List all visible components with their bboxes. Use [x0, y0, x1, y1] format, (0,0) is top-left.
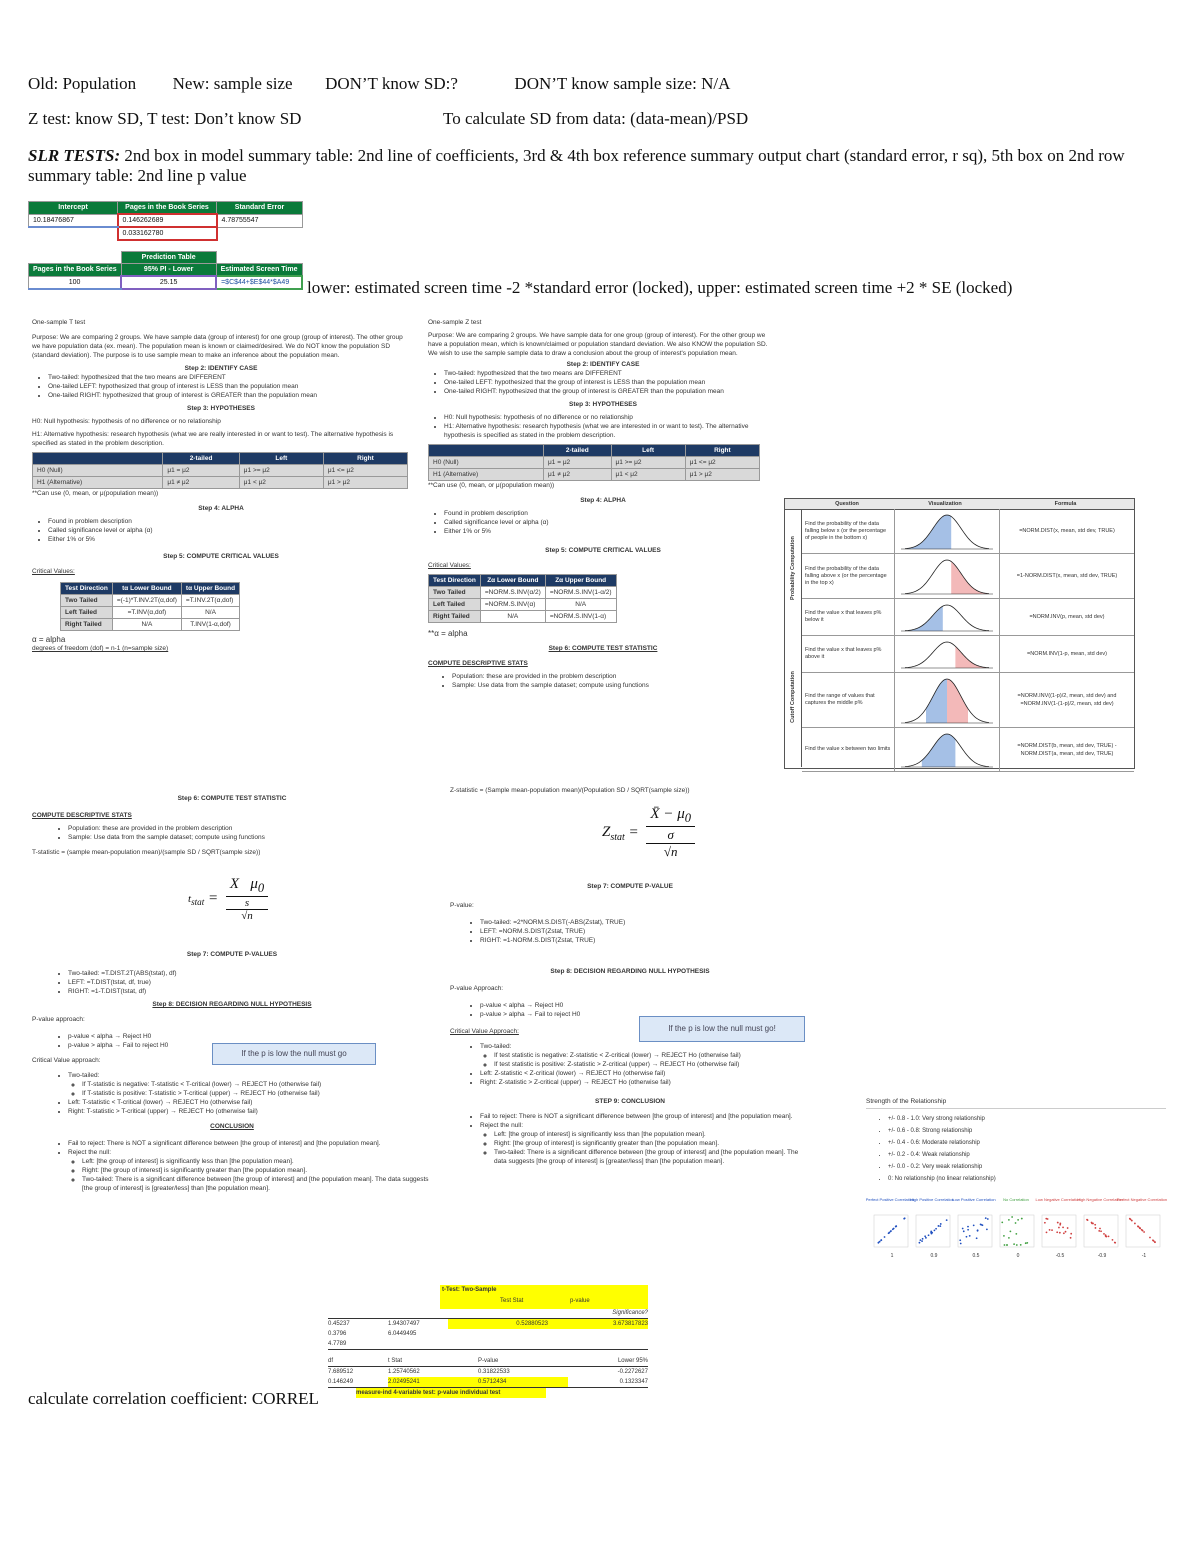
- t-step7: Step 7: COMPUTE P-VALUES: [186, 951, 278, 958]
- t-h0: H0: Null hypothesis: hypothesis of no difference or no relationship: [32, 418, 221, 425]
- correlation-label: High Positive Correlation: [909, 1197, 955, 1202]
- correlation-plot: [910, 1197, 954, 1259]
- correlation-point: [1004, 1244, 1006, 1246]
- correlation-point: [1001, 1221, 1003, 1223]
- t-step2: Step 2: IDENTIFY CASE: [184, 365, 258, 372]
- correlation-strength: [866, 1097, 1166, 1185]
- correlation-value: 0.5: [972, 1253, 980, 1259]
- normal-side-probability: Probability Computation: [790, 535, 796, 600]
- correlation-value: 1: [890, 1253, 894, 1259]
- correlation-frame: [1042, 1215, 1076, 1247]
- correlation-point: [1062, 1226, 1064, 1228]
- correlation-point: [973, 1224, 975, 1226]
- t-pval-app: P-value approach:: [32, 1016, 85, 1023]
- normal-header-question: Question: [835, 501, 859, 507]
- z-crit-label: Critical Values:: [428, 562, 471, 569]
- prediction-header: 95% PI - Lower: [121, 264, 216, 277]
- correlation-point: [1026, 1242, 1028, 1244]
- normal-question: Find the value x that leaves p% above it: [805, 647, 882, 660]
- correlation-point: [935, 1228, 937, 1230]
- normal-formula: =NORM.INV((1-p)/2, mean, std dev) and =NORM.INV(1-(1-p)/2, mean, std dev): [1017, 693, 1117, 707]
- correlation-point: [980, 1224, 982, 1226]
- bell-curve-icon: [895, 728, 999, 771]
- normal-row: [802, 673, 1134, 728]
- correlation-point: [922, 1238, 924, 1240]
- correlation-point: [1108, 1235, 1110, 1237]
- correlation-point: [1051, 1229, 1053, 1231]
- correlation-point: [895, 1225, 897, 1227]
- output-row: 0.45237 1.94307497 0.52880523 3.673817823: [328, 1321, 648, 1327]
- correlation-point: [1059, 1232, 1061, 1234]
- shaded-region: [947, 679, 968, 723]
- z-stat-formula: $Z_{stat}$ = X̄ − $\mu_0$ σ √n: [602, 806, 695, 860]
- bell-curve-line: [905, 560, 989, 594]
- correlation-point: [1143, 1231, 1145, 1233]
- t-stat-def: T-statistic = (sample mean-population mean)/(sample SD / SQRT(sample size)): [32, 849, 261, 856]
- z-test-section: [428, 318, 778, 690]
- normal-formula: =NORM.DIST(b, mean, std dev, TRUE) - NORM.DIST(a, mean, std dev, TRUE): [1017, 742, 1117, 757]
- correlation-point: [1139, 1227, 1141, 1229]
- correlation-point: [1009, 1230, 1011, 1232]
- correlation-point: [1149, 1237, 1151, 1239]
- output-row: 0.146249 2.02495241 0.5712434 0.1323347: [328, 1377, 648, 1388]
- header-sd: DON’T know SD:?: [325, 74, 458, 93]
- correlation-point: [938, 1225, 940, 1227]
- correlation-point: [925, 1237, 927, 1239]
- bell-curve-icon: [895, 554, 999, 598]
- correlation-point: [1103, 1233, 1105, 1235]
- normal-question: Find the value x between two limits: [805, 746, 891, 752]
- corr-title: Strength of the Relationship: [866, 1097, 1166, 1109]
- correlation-point: [1006, 1244, 1008, 1246]
- correlation-point: [1154, 1241, 1156, 1243]
- z-step2: Step 2: IDENTIFY CASE: [566, 361, 640, 368]
- correlation-point: [946, 1219, 948, 1221]
- correlation-value: -1: [1141, 1253, 1147, 1259]
- t-conclusion: CONCLUSION: [210, 1123, 254, 1130]
- correlation-point: [960, 1243, 962, 1245]
- z-hyp-table: 2-tailed Left Right H0 (Null) μ1 = μ2 μ1 >= μ2 μ1 <= μ2 H1 (Alternative) μ1 ≠ μ2 μ1 < μ2 μ1 > μ2: [428, 444, 760, 481]
- z-pvalue-callout: If the p is low the null must go!: [639, 1016, 805, 1042]
- t-stat-formula: $t_{stat}$ = X $\mu_0$ s √n: [188, 876, 268, 922]
- t-pvals: • Two-tailed: =T.DIST.2T(ABS(tstat), df) • LEFT: =T.DIST(tstat, df, true) • RIGHT: =1-T.DIST(tstat, df): [32, 969, 432, 996]
- correlation-label: No Correlation: [1003, 1197, 1029, 1202]
- bell-curve-icon: [895, 599, 999, 635]
- normal-header-visualization: Visualization: [928, 501, 962, 507]
- correlation-plot: [952, 1197, 995, 1259]
- correlation-point: [969, 1235, 971, 1237]
- t-crit-label: Critical Values:: [32, 568, 75, 575]
- z-alpha-list: • Found in problem description • Called significance level or alpha (α) • Either 1% or 5%: [428, 509, 778, 536]
- t-alpha-list: • Found in problem description • Called significance level or alpha (α) • Either 1% or 5%: [32, 517, 410, 544]
- correlation-point: [1056, 1231, 1058, 1233]
- coef-cell: 10.18476867: [29, 214, 118, 227]
- coef-header-pages: Pages in the Book Series: [118, 202, 217, 215]
- correlation-point: [966, 1236, 968, 1238]
- z-crit-table: Test Direction Zα Lower Bound Zα Upper Bound Two Tailed =NORM.S.INV(α/2) =NORM.S.INV(1-α/2) Left Tailed =NORM.S.INV(α) N/A Right Tailed N/A =NORM.S.INV(1-α): [428, 574, 617, 623]
- corr-list: • +/- 0.8 - 1.0: Very strong relationship • +/- 0.6 - 0.8: Strong relationship • +/- 0.4 - 0.6: Moderate relationship • +/- 0.2 - 0.4: Weak relationship • +/- 0.0 - 0.2: Very weak relationship • 0: No relationship (no linear relationship): [866, 1113, 1166, 1185]
- correlation-point: [904, 1217, 906, 1219]
- correlation-point: [987, 1218, 989, 1220]
- t-desc-list: • Population: these are provided in the problem description • Sample: Use data from the sample dataset; compute using functions: [32, 824, 432, 842]
- correlation-point: [1095, 1227, 1097, 1229]
- correlation-point: [884, 1236, 886, 1238]
- normal-row: [802, 509, 1134, 554]
- output-row: 4.7789: [328, 1339, 648, 1350]
- correlation-point: [959, 1239, 961, 1241]
- t-cases: • Two-tailed: hypothesized that the two means are DIFFERENT • One-tailed LEFT: hypothesized that group of interest is LESS than the population mean • One-tailed RIGHT: hypothesized that group of interest is GREATER than the population mean: [32, 373, 410, 400]
- z-pvals: • Two-tailed: =2*NORM.S.DIST(-ABS(Zstat), TRUE) • LEFT: =NORM.S.DIST(Zstat, TRUE) • RIGHT: =1-NORM.S.DIST(Zstat, TRUE): [450, 918, 810, 945]
- correlation-point: [962, 1228, 964, 1230]
- correlation-point: [1067, 1227, 1069, 1229]
- correlation-point: [1137, 1226, 1139, 1228]
- correlation-point: [888, 1232, 890, 1234]
- correlation-point: [1003, 1235, 1005, 1237]
- t-dof: degrees of freedom (dof) = n-1 (n=sample size): [32, 645, 169, 652]
- z-step4: Step 4: ALPHA: [580, 497, 626, 504]
- z-crit-items: • Two-tailed: ◦ If test statistic is negative: Z-statistic < Z-critical (lower) → REJECT Ho (otherwise fail) ◦ If test statistic is positive: Z-statistic > Z-critical (upper) → REJECT Ho (otherwise fail) • Left: Z-statistic < Z-critical (lower) → REJECT Ho (otherwise fail) • Right: Z-statistic > Z-critical (upper) → REJECT Ho (otherwise fail): [450, 1042, 810, 1087]
- correlation-value: -0.9: [1097, 1253, 1107, 1259]
- z-step5: Step 5: COMPUTE CRITICAL VALUES: [545, 547, 661, 554]
- correlation-point: [1099, 1228, 1101, 1230]
- correlation-label: Low Negative Correlation: [1035, 1197, 1081, 1202]
- correlation-point: [1094, 1224, 1096, 1226]
- correlation-point: [1020, 1244, 1022, 1246]
- normal-dist-table: [784, 498, 1135, 769]
- coef-cell: 4.78755547: [217, 214, 303, 227]
- normal-formula: =NORM.DIST(x, mean, std dev, TRUE): [1019, 528, 1115, 534]
- z-step8: Step 8: DECISION REGARDING NULL HYPOTHESIS: [550, 968, 710, 975]
- correlation-point: [1112, 1239, 1114, 1241]
- correlation-point: [1046, 1232, 1048, 1234]
- pi-note: lower: estimated screen time -2 *standard error (locked), upper: estimated screen time +2 * SE (locked): [307, 278, 1013, 297]
- correlation-label: Low Positive Correlation: [952, 1197, 996, 1202]
- correlation-point: [1025, 1242, 1027, 1244]
- prediction-cell: 25.15: [121, 276, 216, 289]
- correlation-point: [967, 1229, 969, 1231]
- correlation-scatter-set: [865, 1195, 1172, 1261]
- bell-curve-line: [905, 605, 989, 631]
- t-concl-items: • Fail to reject: There is NOT a significant difference between [the group of interest] and [the population mean]. • Reject the null: ◦ Left: [the group of interest] is significantly less than [the population mean]. ◦ Right: [the group of interest] is significantly greater than [the population mean]. ◦ Two-tailed: There is a significant difference between [the group of interest] and [the population mean]. The data suggests [the group of interest] is [greater/less] than [the population mean].: [32, 1139, 432, 1193]
- prediction-cell: =$C$44+$E$44*$A49: [216, 276, 302, 289]
- z-crit-app: Critical Value Approach:: [450, 1028, 519, 1035]
- normal-formula: =NORM.INV(1-p, mean, std dev): [1027, 651, 1107, 657]
- z-concl-items: • Fail to reject: There is NOT a significant difference between [the group of interest] and [the population mean]. • Reject the null: ◦ Left: [the group of interest] is significantly less than [the population mean]. ◦ Right: [the group of interest] is significantly greater than [the population mean]. ◦ Two-tailed: There is a significant difference between [the group of interest] and [the population mean]. The data suggests [the group of interest] is [greater/less] than [the population mean].: [450, 1112, 810, 1166]
- prediction-table: [28, 251, 303, 290]
- correlation-point: [919, 1239, 921, 1241]
- t-test-lower-2: [32, 950, 432, 1193]
- correlation-frame: [916, 1215, 950, 1247]
- shaded-region: [926, 679, 947, 723]
- correlation-plot: [1036, 1197, 1081, 1259]
- correlation-point: [1044, 1222, 1046, 1224]
- z-desc: COMPUTE DESCRIPTIVE STATS: [428, 660, 528, 667]
- shaded-region: [951, 561, 989, 594]
- correlation-point: [880, 1239, 882, 1241]
- correlation-point: [928, 1234, 930, 1236]
- correlation-frame: [1000, 1215, 1034, 1247]
- correlation-label: Perfect Negative Correlation: [1116, 1197, 1168, 1202]
- t-hyp-note: **Can use (0, mean, or μ(population mean)): [32, 490, 159, 497]
- z-pval-label: P-value:: [450, 902, 474, 909]
- coef-header-intercept: Intercept: [29, 202, 118, 215]
- t-pval-items: • p-value < alpha → Reject H0 • p-value > alpha → Fail to reject H0: [32, 1032, 432, 1050]
- correlation-point: [1047, 1218, 1049, 1220]
- t-crit-table: Test Direction tα Lower Bound tα Upper Bound Two Tailed =(-1)*T.INV.2T(α,dof) =T.INV.2T(α,dof) Left Tailed =T.INV(α,dof) N/A Right Tailed N/A T.INV(1-α,dof): [60, 582, 240, 631]
- correlation-point: [1017, 1219, 1019, 1221]
- z-step6: Step 6: COMPUTE TEST STATISTIC: [548, 645, 658, 652]
- slr-line-2: summary table: 2nd line p value: [28, 166, 247, 185]
- z-hyp-list: • H0: Null hypothesis: hypothesis of no difference or no relationship • H1: Alternative hypothesis: research hypothesis (what we are interested in or want to test). The alternative hypothesis is specified as stated in the problem description.: [428, 413, 778, 440]
- output-highlight-note: measure-ind 4-variable test: p-value individual test: [356, 1388, 546, 1398]
- correlation-point: [1021, 1218, 1023, 1220]
- coef-cell: 0.033162780: [118, 227, 217, 240]
- correlation-point: [1098, 1230, 1100, 1232]
- coef-header-se: Standard Error: [217, 202, 303, 215]
- header-old: Old: Population: [28, 74, 137, 93]
- z-step9: STEP 9: CONCLUSION: [595, 1098, 665, 1105]
- prediction-title: Prediction Table: [121, 252, 216, 264]
- t-test-section: [32, 318, 410, 653]
- correlation-point: [1134, 1223, 1136, 1225]
- correlation-point: [1070, 1237, 1072, 1239]
- correlation-point: [1105, 1236, 1107, 1238]
- normal-formula: =1-NORM.DIST(x, mean, std dev, TRUE): [1016, 573, 1118, 579]
- t-test-purpose: Purpose: We are comparing 2 groups. We have sample data (group of interest) for one group (group of interest). The other group we have population data (ex. mean). The population mean is known or claimed/desired. We do NOT know the population SD (standard deviation). The purpose is to use sample mean to make an inference about the population mean.: [32, 334, 403, 359]
- correlation-plot: [866, 1197, 914, 1259]
- correlation-point: [919, 1242, 921, 1244]
- header-sample-size: DON’T know sample size: N/A: [514, 74, 731, 93]
- correlation-point: [1129, 1218, 1131, 1220]
- correlation-point: [985, 1217, 987, 1219]
- correlation-point: [1131, 1220, 1133, 1222]
- slr-line: [28, 146, 1125, 166]
- correlation-point: [1070, 1233, 1072, 1235]
- header-new: New: sample size: [172, 74, 293, 93]
- z-pval-items: • p-value < alpha → Reject H0 • p-value > alpha → Fail to reject H0: [450, 1001, 810, 1019]
- z-desc-list: • Population: these are provided in the problem description • Sample: Use data from the sample dataset; compute using functions: [428, 672, 778, 690]
- correlation-plot: [1000, 1197, 1034, 1259]
- correlation-point: [1008, 1219, 1010, 1221]
- correlation-point: [1015, 1233, 1017, 1235]
- correlation-point: [1013, 1243, 1015, 1245]
- t-alpha-eq: α = alpha: [32, 635, 66, 644]
- correlation-point: [924, 1235, 926, 1237]
- normal-row: [802, 728, 1134, 772]
- correlation-point: [1011, 1216, 1013, 1218]
- correlation-point: [967, 1226, 969, 1228]
- correlation-point: [1065, 1231, 1067, 1233]
- correlation-point: [939, 1225, 941, 1227]
- output-row: 7.689512 1.25740562 0.31822533 -0.2272627: [328, 1369, 648, 1375]
- normal-row: [802, 554, 1134, 599]
- normal-question: Find the value x that leaves p% below it: [805, 610, 882, 623]
- t-step5: Step 5: COMPUTE CRITICAL VALUES: [163, 553, 279, 560]
- normal-rows: [802, 509, 1134, 768]
- normal-row: [802, 636, 1134, 673]
- bell-curve-icon: [895, 636, 999, 672]
- t-crit-items: • Two-tailed: ◦ If T-statistic is negative: T-statistic < T-critical (lower) → REJECT Ho (otherwise fail) ◦ If T-statistic is positive: T-statistic > T-critical (upper) → REJECT Ho (otherwise fail) • Left: T-statistic < T-critical (lower) → REJECT Ho (otherwise fail) • Right: T-statistic > T-critical (upper) → REJECT Ho (otherwise fail): [32, 1071, 432, 1116]
- bell-curve-icon: [895, 509, 999, 553]
- z-test-title: One-sample Z test: [428, 319, 482, 326]
- coefficients-table: [28, 201, 303, 241]
- t-test-output-table: t-Test: Two-Sample Test Stat p-value Significance? 0.45237 1.94307497 0.52880523 3.673817823 0.3796 6.0449495 4.7789 df t Stat P-value Lower 95% 7.689512 1.25740562 0.31822533 -0.2272627 0.146249 2.02495241 0.5712434 0.1323347 measure-ind 4-variable test: p-value individual test: [328, 1287, 648, 1396]
- t-step8: Step 8: DECISION REGARDING NULL HYPOTHESIS: [152, 1001, 312, 1008]
- normal-question: Find the probability of the data falling below x (or the percentage of people in the bottom x): [805, 520, 887, 541]
- correlation-point: [1008, 1237, 1010, 1239]
- correlation-point: [963, 1230, 965, 1232]
- t-step3: Step 3: HYPOTHESES: [187, 405, 255, 412]
- z-step3: Step 3: HYPOTHESES: [569, 401, 637, 408]
- correlation-point: [890, 1230, 892, 1232]
- correlation-plot: [1077, 1197, 1123, 1259]
- coef-cell: 0.146262689: [118, 214, 217, 227]
- correlation-point: [892, 1228, 894, 1230]
- correlation-plot: [1117, 1197, 1167, 1259]
- z-test-purpose: Purpose: We are comparing 2 groups. We have sample data for one group (group of interest). For the other group we have a population mean, which is known/claimed or population standard deviation. We also KNOW the population SD. We wish to use the sample sample data to draw a conclusion about the group of interest's population mean.: [428, 332, 768, 357]
- correlation-point: [1063, 1232, 1065, 1234]
- z-pval-app: P-value Approach:: [450, 985, 504, 992]
- shaded-region: [905, 515, 951, 549]
- correlation-point: [1092, 1223, 1094, 1225]
- footer-correl: calculate correlation coefficient: CORREL: [28, 1389, 319, 1408]
- correlation-point: [1058, 1227, 1060, 1229]
- prediction-header: Pages in the Book Series: [29, 264, 122, 277]
- bell-curve-line: [905, 642, 989, 668]
- z-cases: • Two-tailed: hypothesized that the two means are DIFFERENT • One-tailed LEFT: hypothesized that the group of interest is LESS than the population mean • One-tailed RIGHT: hypothesized that the group of interest is GREATER than the population mean: [428, 369, 778, 396]
- correlation-point: [1057, 1222, 1059, 1224]
- output-lower-header: df t Stat P-value Lower 95%: [328, 1356, 648, 1367]
- correlation-point: [934, 1229, 936, 1231]
- normal-row: [802, 599, 1134, 636]
- t-test-title: One-sample T test: [32, 319, 86, 326]
- correlation-value: 0.9: [930, 1253, 938, 1259]
- correlation-point: [1153, 1240, 1155, 1242]
- prediction-cell: 100: [29, 276, 122, 289]
- slr-label: SLR TESTS:: [28, 146, 121, 165]
- normal-header-formula: Formula: [1054, 501, 1077, 507]
- correlation-point: [1114, 1242, 1116, 1244]
- output-row: 0.3796 6.0449495: [328, 1331, 417, 1337]
- correlation-point: [940, 1223, 942, 1225]
- correlation-point: [1016, 1244, 1018, 1246]
- t-h1: H1: Alternative hypothesis: research hypothesis (what we are really interested in or want to test). The alternative hypothesis is specified as stated in the problem description.: [32, 431, 394, 447]
- output-title: t-Test: Two-Sample: [442, 1287, 497, 1293]
- bell-curve-icon: [895, 673, 999, 727]
- z-hyp-note: **Can use (0, mean, or μ(population mean)): [428, 482, 555, 489]
- shaded-region: [955, 646, 989, 668]
- slr-text: 2nd box in model summary table: 2nd line of coefficients, 3rd & 4th box reference summary output chart (standard error, r sq), 5th box on 2nd row: [124, 146, 1125, 165]
- correlation-point: [921, 1240, 923, 1242]
- correlation-label: High Negative Correlation: [1077, 1197, 1123, 1202]
- correlation-point: [1086, 1219, 1088, 1221]
- correlation-point: [931, 1232, 933, 1234]
- correlation-value: -0.5: [1055, 1253, 1065, 1259]
- normal-side-cutoff: Cutoff Computation: [790, 670, 796, 723]
- t-test-lower: [32, 794, 432, 857]
- header-line-1: [28, 74, 730, 94]
- normal-formula: =NORM.INV(p, mean, std dev): [1029, 614, 1105, 620]
- header-line-2-right: To calculate SD from data: (data-mean)/PSD: [443, 109, 749, 128]
- correlation-point: [1100, 1230, 1102, 1232]
- correlation-label: Perfect Positive Correlation: [865, 1197, 915, 1202]
- normal-question: Find the probability of the data falling above x (or the percentage in the top x): [805, 565, 887, 586]
- correlation-point: [977, 1229, 979, 1231]
- shaded-region: [905, 606, 943, 631]
- header-line-2-left: Z test: know SD, T test: Don’t know SD: [28, 109, 302, 128]
- z-alpha-eq: **α = alpha: [428, 629, 468, 638]
- correlation-value: 0: [1016, 1253, 1020, 1259]
- correlation-plots: [865, 1195, 1172, 1261]
- z-step7: Step 7: COMPUTE P-VALUE: [587, 883, 673, 890]
- t-hyp-table: 2-tailed Left Right H0 (Null) μ1 = μ2 μ1 >= μ2 μ1 <= μ2 H1 (Alternative) μ1 ≠ μ2 μ1 < μ2 μ1 > μ2: [32, 452, 408, 489]
- correlation-point: [1059, 1223, 1061, 1225]
- correlation-point: [1141, 1229, 1143, 1231]
- t-pvalue-callout: If the p is low the null must go: [212, 1043, 376, 1065]
- correlation-point: [1015, 1222, 1017, 1224]
- z-stat-def: Z-statistic = (Sample mean-population mean)/(Population SD / SQRT(sample size)): [450, 787, 690, 794]
- prediction-header: Estimated Screen Time: [216, 264, 302, 277]
- t-step6: Step 6: COMPUTE TEST STATISTIC: [177, 795, 287, 802]
- normal-question: Find the range of values that captures the middle p%: [805, 693, 875, 706]
- correlation-point: [1049, 1229, 1051, 1231]
- t-crit-app: Critical Value approach:: [32, 1057, 101, 1064]
- t-step4: Step 4: ALPHA: [198, 505, 244, 512]
- correlation-point: [986, 1229, 988, 1231]
- correlation-point: [976, 1237, 978, 1239]
- t-desc: COMPUTE DESCRIPTIVE STATS: [32, 812, 132, 819]
- correlation-point: [879, 1241, 881, 1243]
